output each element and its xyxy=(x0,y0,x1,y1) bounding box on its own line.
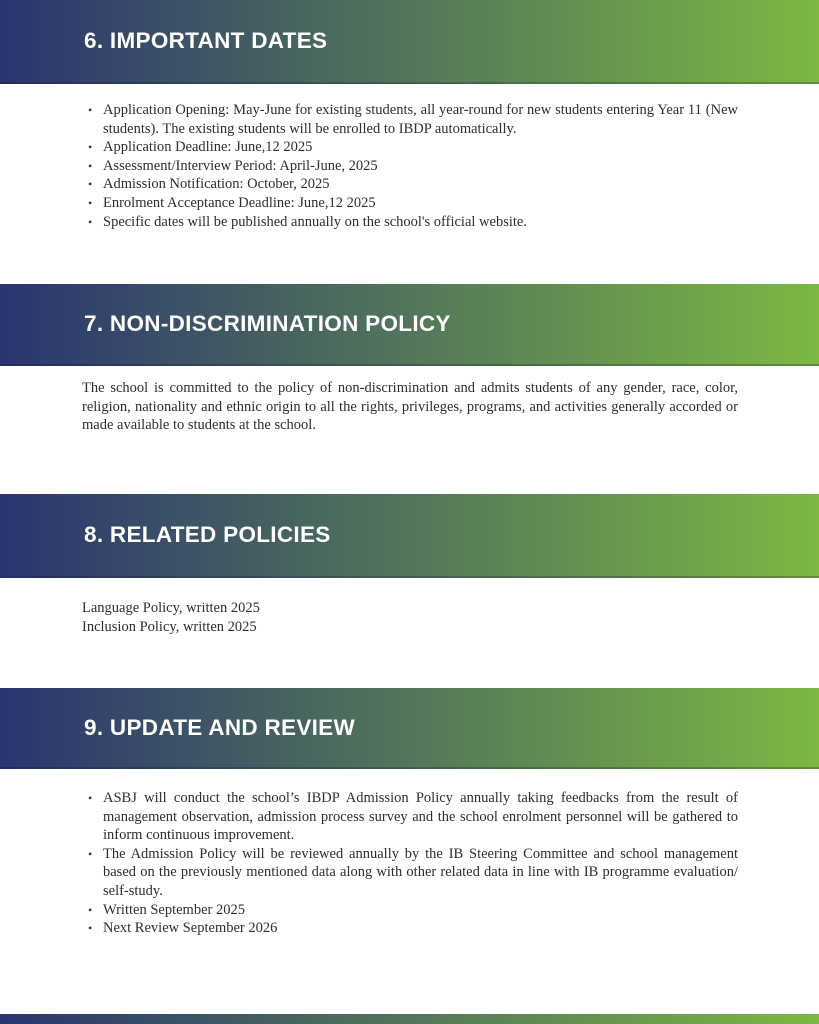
section-6-body xyxy=(82,101,738,231)
list-item: • Enrolment Acceptance Deadline: June,12 2025 xyxy=(82,194,738,213)
section-9-title: 9. UPDATE AND REVIEW xyxy=(84,714,356,740)
section-9-header-banner xyxy=(0,688,819,769)
related-policy-line: Language Policy, written 2025 xyxy=(82,600,260,616)
list-item: • Admission Notification: October, 2025 xyxy=(82,175,738,194)
list-item: • Specific dates will be published annually on the school's official website. xyxy=(82,213,738,232)
next-section-banner-edge xyxy=(0,1014,819,1024)
section-7-title: 7. NON-DISCRIMINATION POLICY xyxy=(84,311,451,336)
list-item: • Written September 2025 xyxy=(82,901,738,920)
list-item: • Application Deadline: June,12 2025 xyxy=(82,138,738,157)
list-item: • ASBJ will conduct the school’s IBDP Admission Policy annually taking feedbacks from the result of management observation, admission process survey and the school enrolment personnel will be gathered to inform continuous improvement. xyxy=(82,789,738,845)
section-6-title: 6. IMPORTANT DATES xyxy=(84,28,328,53)
section-8-title: 8. RELATED POLICIES xyxy=(84,522,331,547)
list-item: • Application Opening: May-June for existing students, all year-round for new students entering Year 11 (New students). The existing students will be enrolled to IBDP automatically. xyxy=(82,101,738,138)
section-8-header-banner xyxy=(0,494,819,578)
section-6-header-banner xyxy=(0,0,819,84)
list-item: • Next Review September 2026 xyxy=(82,919,738,938)
related-policy-line: Inclusion Policy, written 2025 xyxy=(82,619,257,635)
list-item: • Assessment/Interview Period: April-June, 2025 xyxy=(82,157,738,176)
important-dates-list xyxy=(82,101,738,231)
related-policies-body xyxy=(82,599,738,637)
section-7-header-banner xyxy=(0,284,819,366)
list-item: • The Admission Policy will be reviewed annually by the IB Steering Committee and school management based on the previously mentioned data along with other related data in line with IB programme evaluation/ self-study. xyxy=(82,845,738,901)
non-discrimination-paragraph: The school is committed to the policy of non-discrimination and admits students of any gender, race, color, religion, nationality and ethnic origin to all the rights, privileges, programs, and activities generally accorded or made available to students at the school. xyxy=(82,380,738,434)
section-9-body xyxy=(82,789,738,938)
update-review-list xyxy=(82,789,738,938)
